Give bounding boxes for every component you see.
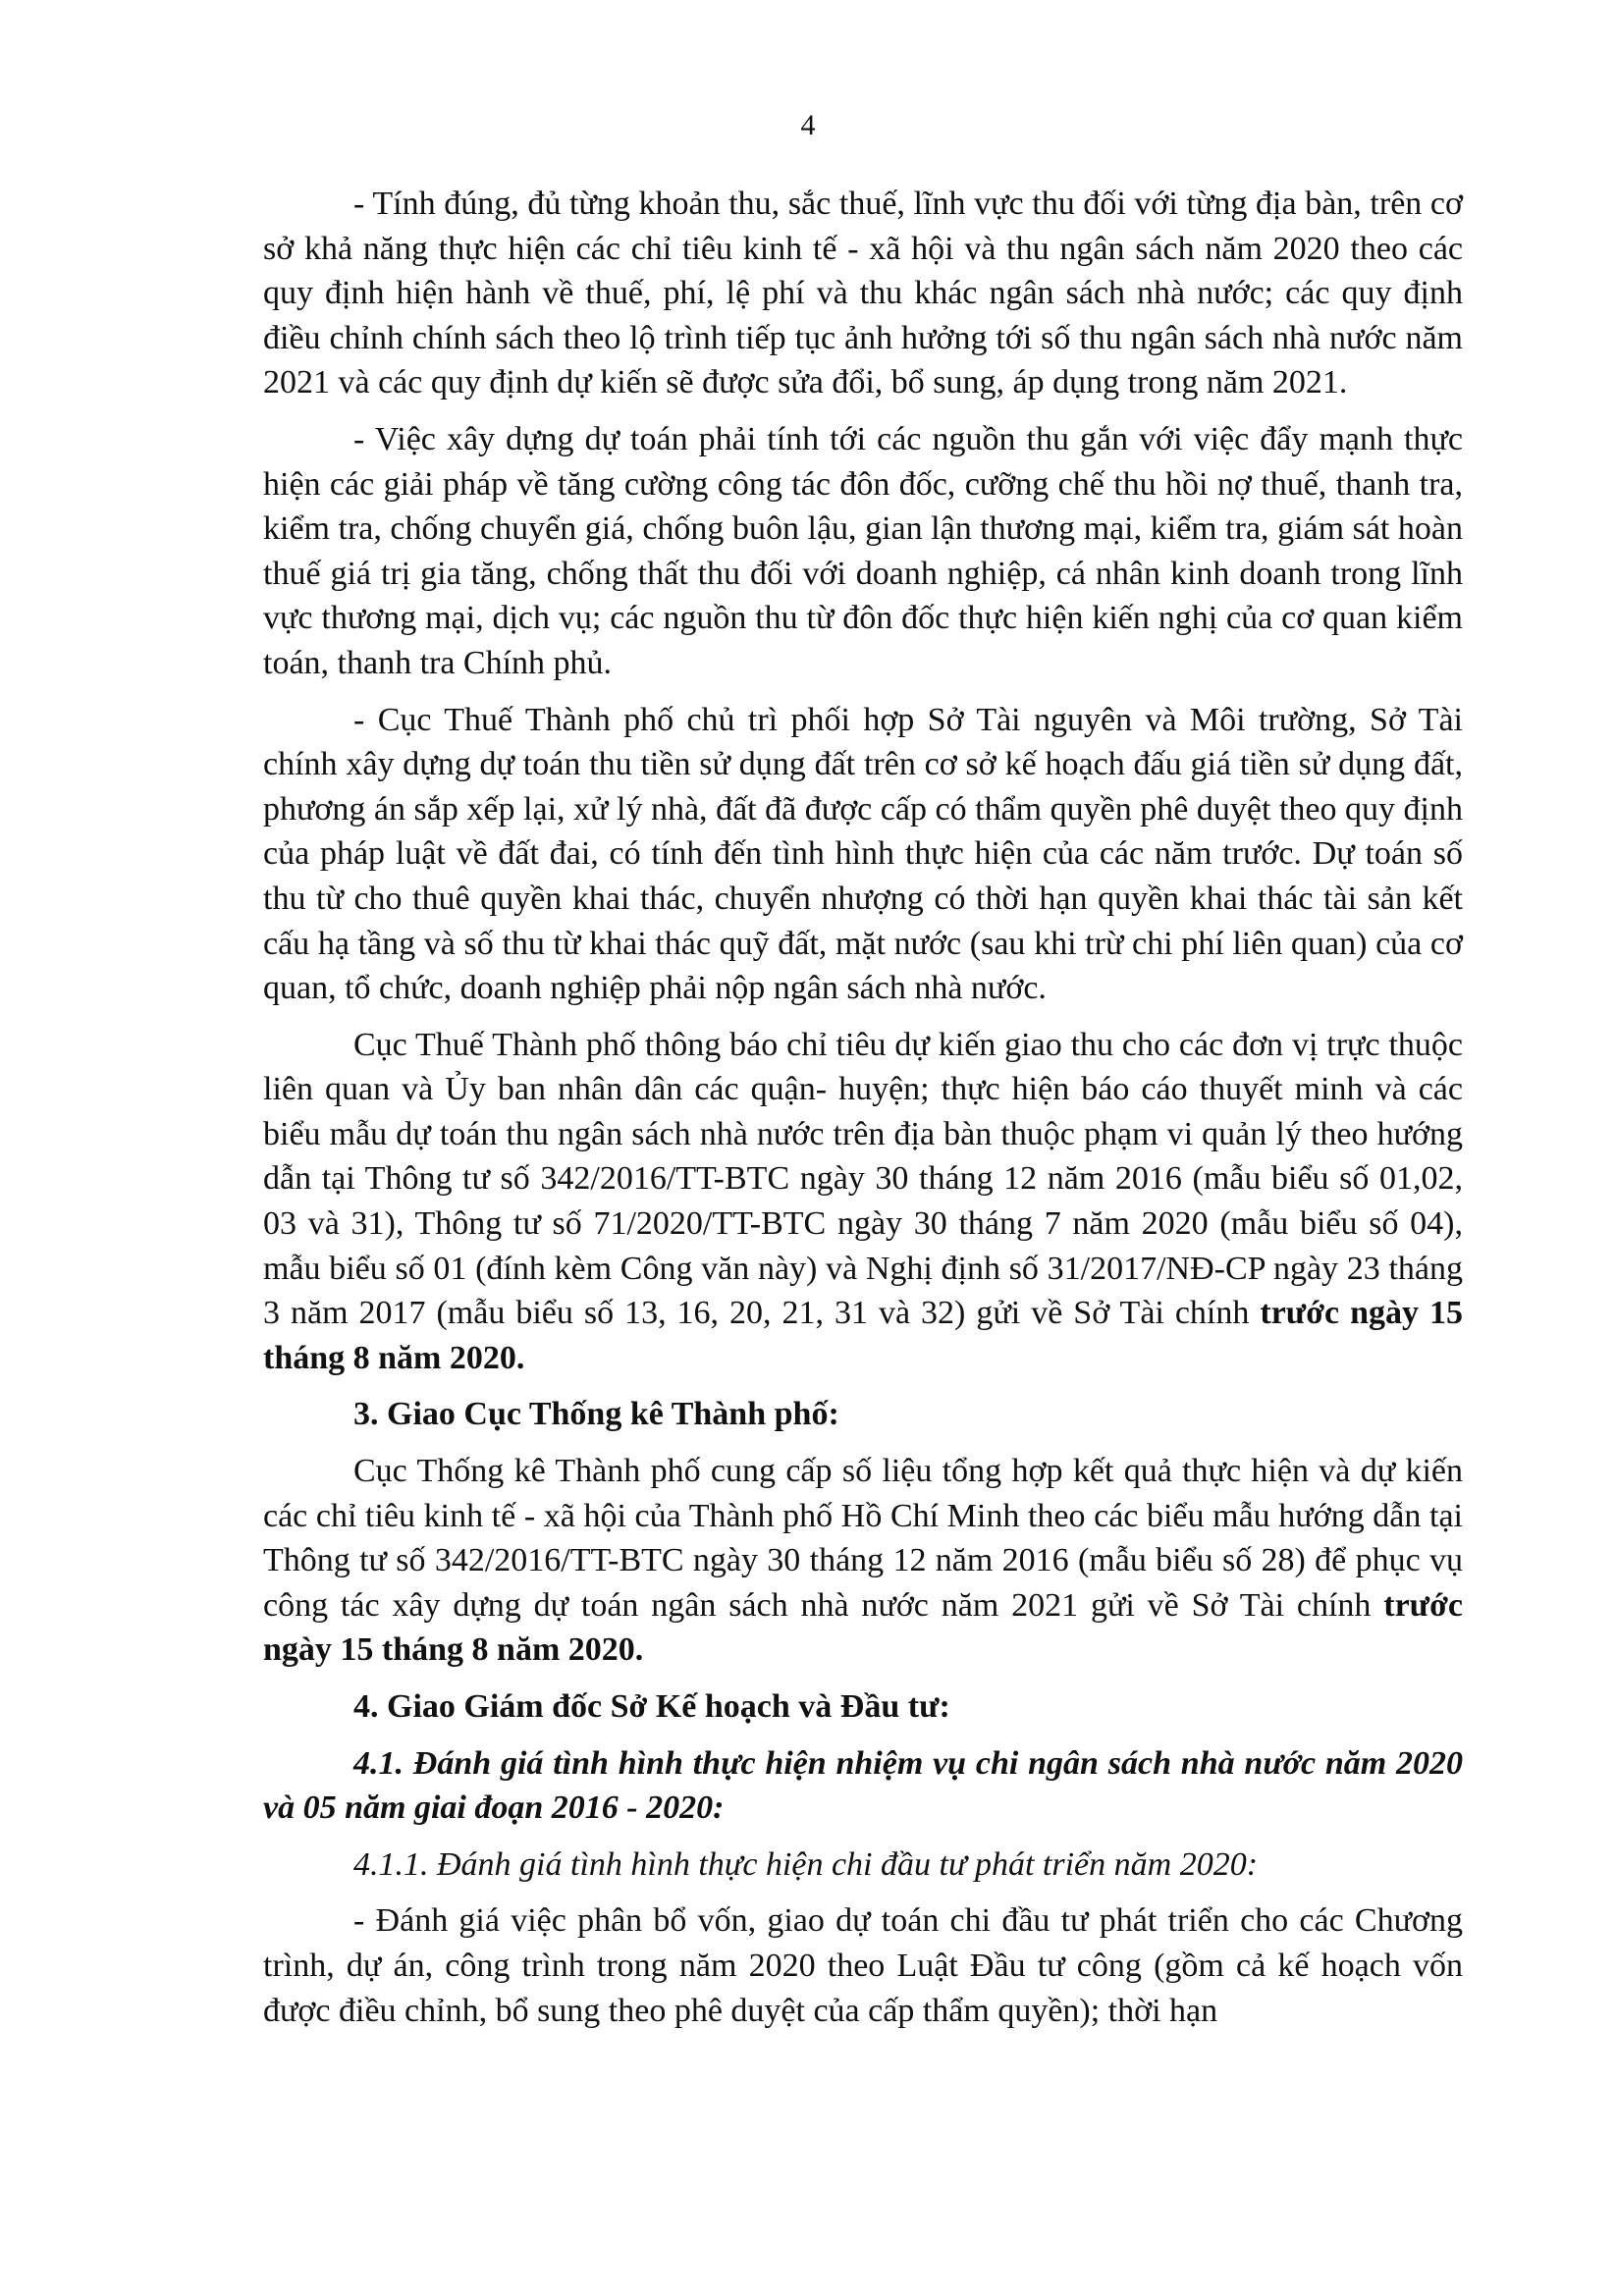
section-heading-statistics: 3. Giao Cục Thống kê Thành phố: (353, 1396, 839, 1433)
paragraph-capital-allocation: - Đánh giá việc phân bổ vốn, giao dự toán chi đầu tư phát triển cho các Chương trình, dự án, công trình trong năm 2020 theo Luật Đầu tư công (gồm cả kế hoạch vốn được điều chỉnh, bổ sung theo phê duyệt của cấp thẩm quyền); thời hạn (263, 1902, 1463, 2029)
deadline-text: trước ngày 15 tháng 8 năm 2020. (263, 1586, 1463, 1669)
paragraph-text: Cục Thống kê Thành phố cung cấp số liệu tổng hợp kết quả thực hiện và dự kiến các chỉ tiêu kinh tế - xã hội của Thành phố Hồ Chí Minh theo các biểu mẫu hướng dẫn tại Thông tư số 342/2016/TT-BTC ngày 30 tháng 12 năm 2016 (mẫu biểu số 28) để phục vụ công tác xây dựng dự toán ngân sách nhà nước năm 2021 gửi về Sở Tài chính (263, 1453, 1463, 1624)
paragraph-land-use-revenue: - Cục Thuế Thành phố chủ trì phối hợp Sở Tài nguyên và Môi trường, Sở Tài chính xây dựng dự toán thu tiền sử dụng đất trên cơ sở kế hoạch đấu giá tiền sử dụng đất, phương án sắp xếp lại, xử lý nhà, đất đã được cấp có thẩm quyền phê duyệt theo quy định của pháp luật về đất đai, có tính đến tình hình thực hiện của các năm trước. Dự toán số thu từ cho thuê quyền khai thác, chuyển nhượng có thời hạn quyền khai thác tài sản kết cấu hạ tầng và số thu từ khai thác quỹ đất, mặt nước (sau khi trừ chi phí liên quan) của cơ quan, tổ chức, doanh nghiệp phải nộp ngân sách nhà nước. (263, 701, 1463, 1007)
subsection-heading-4-1-1: 4.1.1. Đánh giá tình hình thực hiện chi đầu tư phát triển năm 2020: (353, 1845, 1259, 1883)
deadline-text: trước ngày 15 tháng 8 năm 2020. (263, 1295, 1463, 1376)
paragraph-tax-department-report (263, 1023, 1463, 1381)
paragraph-statistics-report (263, 1449, 1463, 1673)
document-body (263, 182, 1463, 2045)
paragraph-revenue-estimation: - Việc xây dựng dự toán phải tính tới các nguồn thu gắn với việc đẩy mạnh thực hiện các giải pháp về tăng cường công tác đôn đốc, cưỡng chế thu hồi nợ thuế, thanh tra, kiểm tra, chống chuyển giá, chống buôn lậu, gian lận thương mại, kiểm tra, giám sát hoàn thuế giá trị gia tăng, chống thất thu đối với doanh nghiệp, cá nhân kinh doanh trong lĩnh vực thương mại, dịch vụ; các nguồn thu từ đôn đốc thực hiện kiến nghị của cơ quan kiểm toán, thanh tra Chính phủ. (263, 420, 1463, 681)
subsection-heading-4-1: 4.1. Đánh giá tình hình thực hiện nhiệm vụ chi ngân sách nhà nước năm 2020 và 05 năm giai đoạn 2016 - 2020: (263, 1744, 1463, 1827)
page-number: 4 (800, 109, 816, 141)
paragraph-revenue-calculation: - Tính đúng, đủ từng khoản thu, sắc thuế, lĩnh vực thu đối với từng địa bàn, trên cơ sở khả năng thực hiện các chỉ tiêu kinh tế - xã hội và thu ngân sách năm 2020 theo các quy định hiện hành về thuế, phí, lệ phí và thu khác ngân sách nhà nước; các quy định điều chỉnh chính sách theo lộ trình tiếp tục ảnh hưởng tới số thu ngân sách nhà nước năm 2021 và các quy định dự kiến sẽ được sửa đổi, bổ sung, áp dụng trong năm 2021. (263, 186, 1463, 401)
paragraph-text: Cục Thuế Thành phố thông báo chỉ tiêu dự kiến giao thu cho các đơn vị trực thuộc liên quan và Ủy ban nhân dân các quận- huyện; thực hiện báo cáo thuyết minh và các biểu mẫu dự toán thu ngân sách nhà nước trên địa bàn thuộc phạm vi quản lý theo hướng dẫn tại Thông tư số 342/2016/TT-BTC ngày 30 tháng 12 năm 2016 (mẫu biểu số 01,02, 03 và 31), Thông tư số 71/2020/TT-BTC ngày 30 tháng 7 năm 2020 (mẫu biểu số 04), mẫu biểu số 01 (đính kèm Công văn này) và Nghị định số 31/2017/NĐ-CP ngày 23 tháng 3 năm 2017 (mẫu biểu số 13, 16, 20, 21, 31 và 32) gửi về Sở Tài chính (263, 1026, 1463, 1332)
section-heading-planning-investment: 4. Giao Giám đốc Sở Kế hoạch và Đầu tư: (353, 1688, 950, 1725)
